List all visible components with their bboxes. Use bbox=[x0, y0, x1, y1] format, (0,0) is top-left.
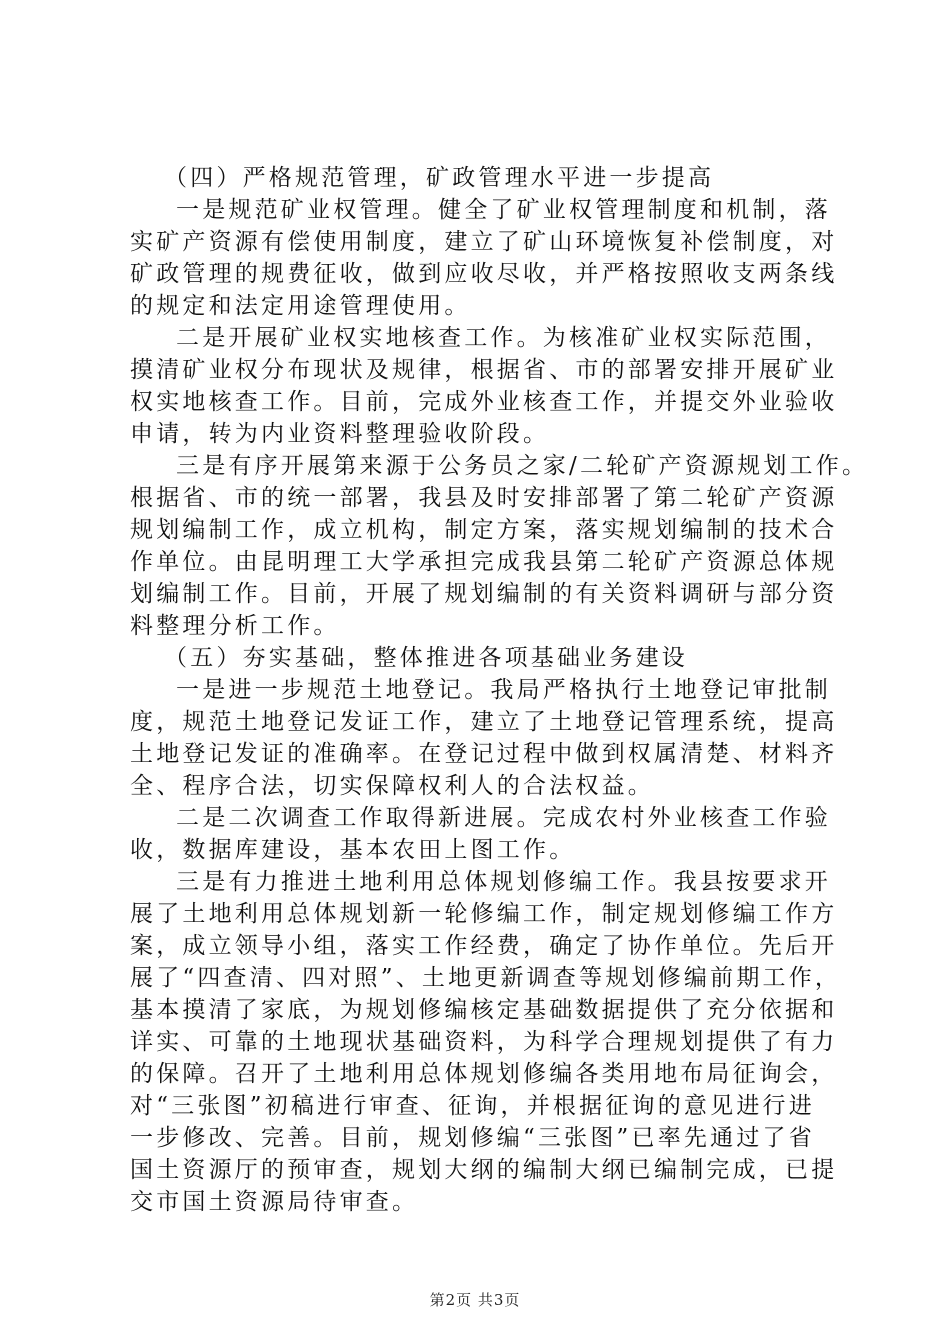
text-line: 权实地核查工作。目前，完成外业核查工作，并提交外业验收 bbox=[130, 389, 838, 415]
text-line: 摸清矿业权分布现状及规律，根据省、市的部署安排开展矿业 bbox=[130, 357, 838, 383]
text-line: 二是二次调查工作取得新进展。完成农村外业核查工作验 bbox=[176, 805, 831, 831]
text-line: 一步修改、完善。目前，规划修编“三张图”已率先通过了省 bbox=[130, 1125, 815, 1151]
text-line: 三是有序开展第来源于公务员之家/二轮矿产资源规划工作。 bbox=[176, 453, 869, 479]
section-heading: （五）夯实基础，整体推进各项基础业务建设 bbox=[164, 645, 688, 671]
text-line: 一是规范矿业权管理。健全了矿业权管理制度和机制，落 bbox=[176, 197, 831, 223]
text-line: 交市国土资源局待审查。 bbox=[130, 1189, 419, 1215]
text-line: 根据省、市的统一部署，我县及时安排部署了第二轮矿产资源 bbox=[130, 485, 838, 511]
text-line: 展了土地利用总体规划新一轮修编工作，制定规划修编工作方 bbox=[130, 901, 838, 927]
text-line: 实矿产资源有偿使用制度，建立了矿山环境恢复补偿制度，对 bbox=[130, 229, 838, 255]
text-line: 土地登记发证的准确率。在登记过程中做到权属清楚、材料齐 bbox=[130, 741, 838, 767]
text-line: 的规定和法定用途管理使用。 bbox=[130, 293, 471, 319]
text-line: 基本摸清了家底，为规划修编核定基础数据提供了充分依据和 bbox=[130, 997, 838, 1023]
text-line: 国土资源厅的预审查，规划大纲的编制大纲已编制完成，已提 bbox=[130, 1157, 838, 1183]
text-line: 划编制工作。目前，开展了规划编制的有关资料调研与部分资 bbox=[130, 581, 838, 607]
text-line: 规划编制工作，成立机构，制定方案，落实规划编制的技术合 bbox=[130, 517, 838, 543]
text-line: 度，规范土地登记发证工作，建立了土地登记管理系统，提高 bbox=[130, 709, 838, 735]
text-line: 案，成立领导小组，落实工作经费，确定了协作单位。先后开 bbox=[130, 933, 838, 959]
section-heading: （四）严格规范管理，矿政管理水平进一步提高 bbox=[164, 165, 715, 191]
text-line: 全、程序合法，切实保障权利人的合法权益。 bbox=[130, 773, 654, 799]
text-line: 的保障。召开了土地利用总体规划修编各类用地布局征询会， bbox=[130, 1061, 838, 1087]
text-line: 作单位。由昆明理工大学承担完成我县第二轮矿产资源总体规 bbox=[130, 549, 838, 575]
text-line: 矿政管理的规费征收，做到应收尽收，并严格按照收支两条线 bbox=[130, 261, 838, 287]
text-line: 对“三张图”初稿进行审查、征询，并根据征询的意见进行进 bbox=[130, 1093, 815, 1119]
text-line: 二是开展矿业权实地核查工作。为核准矿业权实际范围， bbox=[176, 325, 831, 351]
text-line: 收，数据库建设，基本农田上图工作。 bbox=[130, 837, 576, 863]
text-line: 展了“四查清、四对照”、土地更新调查等规划修编前期工作， bbox=[130, 965, 842, 991]
text-line: 三是有力推进土地利用总体规划修编工作。我县按要求开 bbox=[176, 869, 831, 895]
text-line: 料整理分析工作。 bbox=[130, 613, 340, 639]
document-body bbox=[130, 162, 869, 1218]
text-line: 一是进一步规范土地登记。我局严格执行土地登记审批制 bbox=[176, 677, 831, 703]
text-line: 申请，转为内业资料整理验收阶段。 bbox=[130, 421, 550, 447]
text-line: 详实、可靠的土地现状基础资料，为科学合理规划提供了有力 bbox=[130, 1029, 838, 1055]
page-footer: 第2页 共3页 bbox=[429, 1291, 521, 1309]
